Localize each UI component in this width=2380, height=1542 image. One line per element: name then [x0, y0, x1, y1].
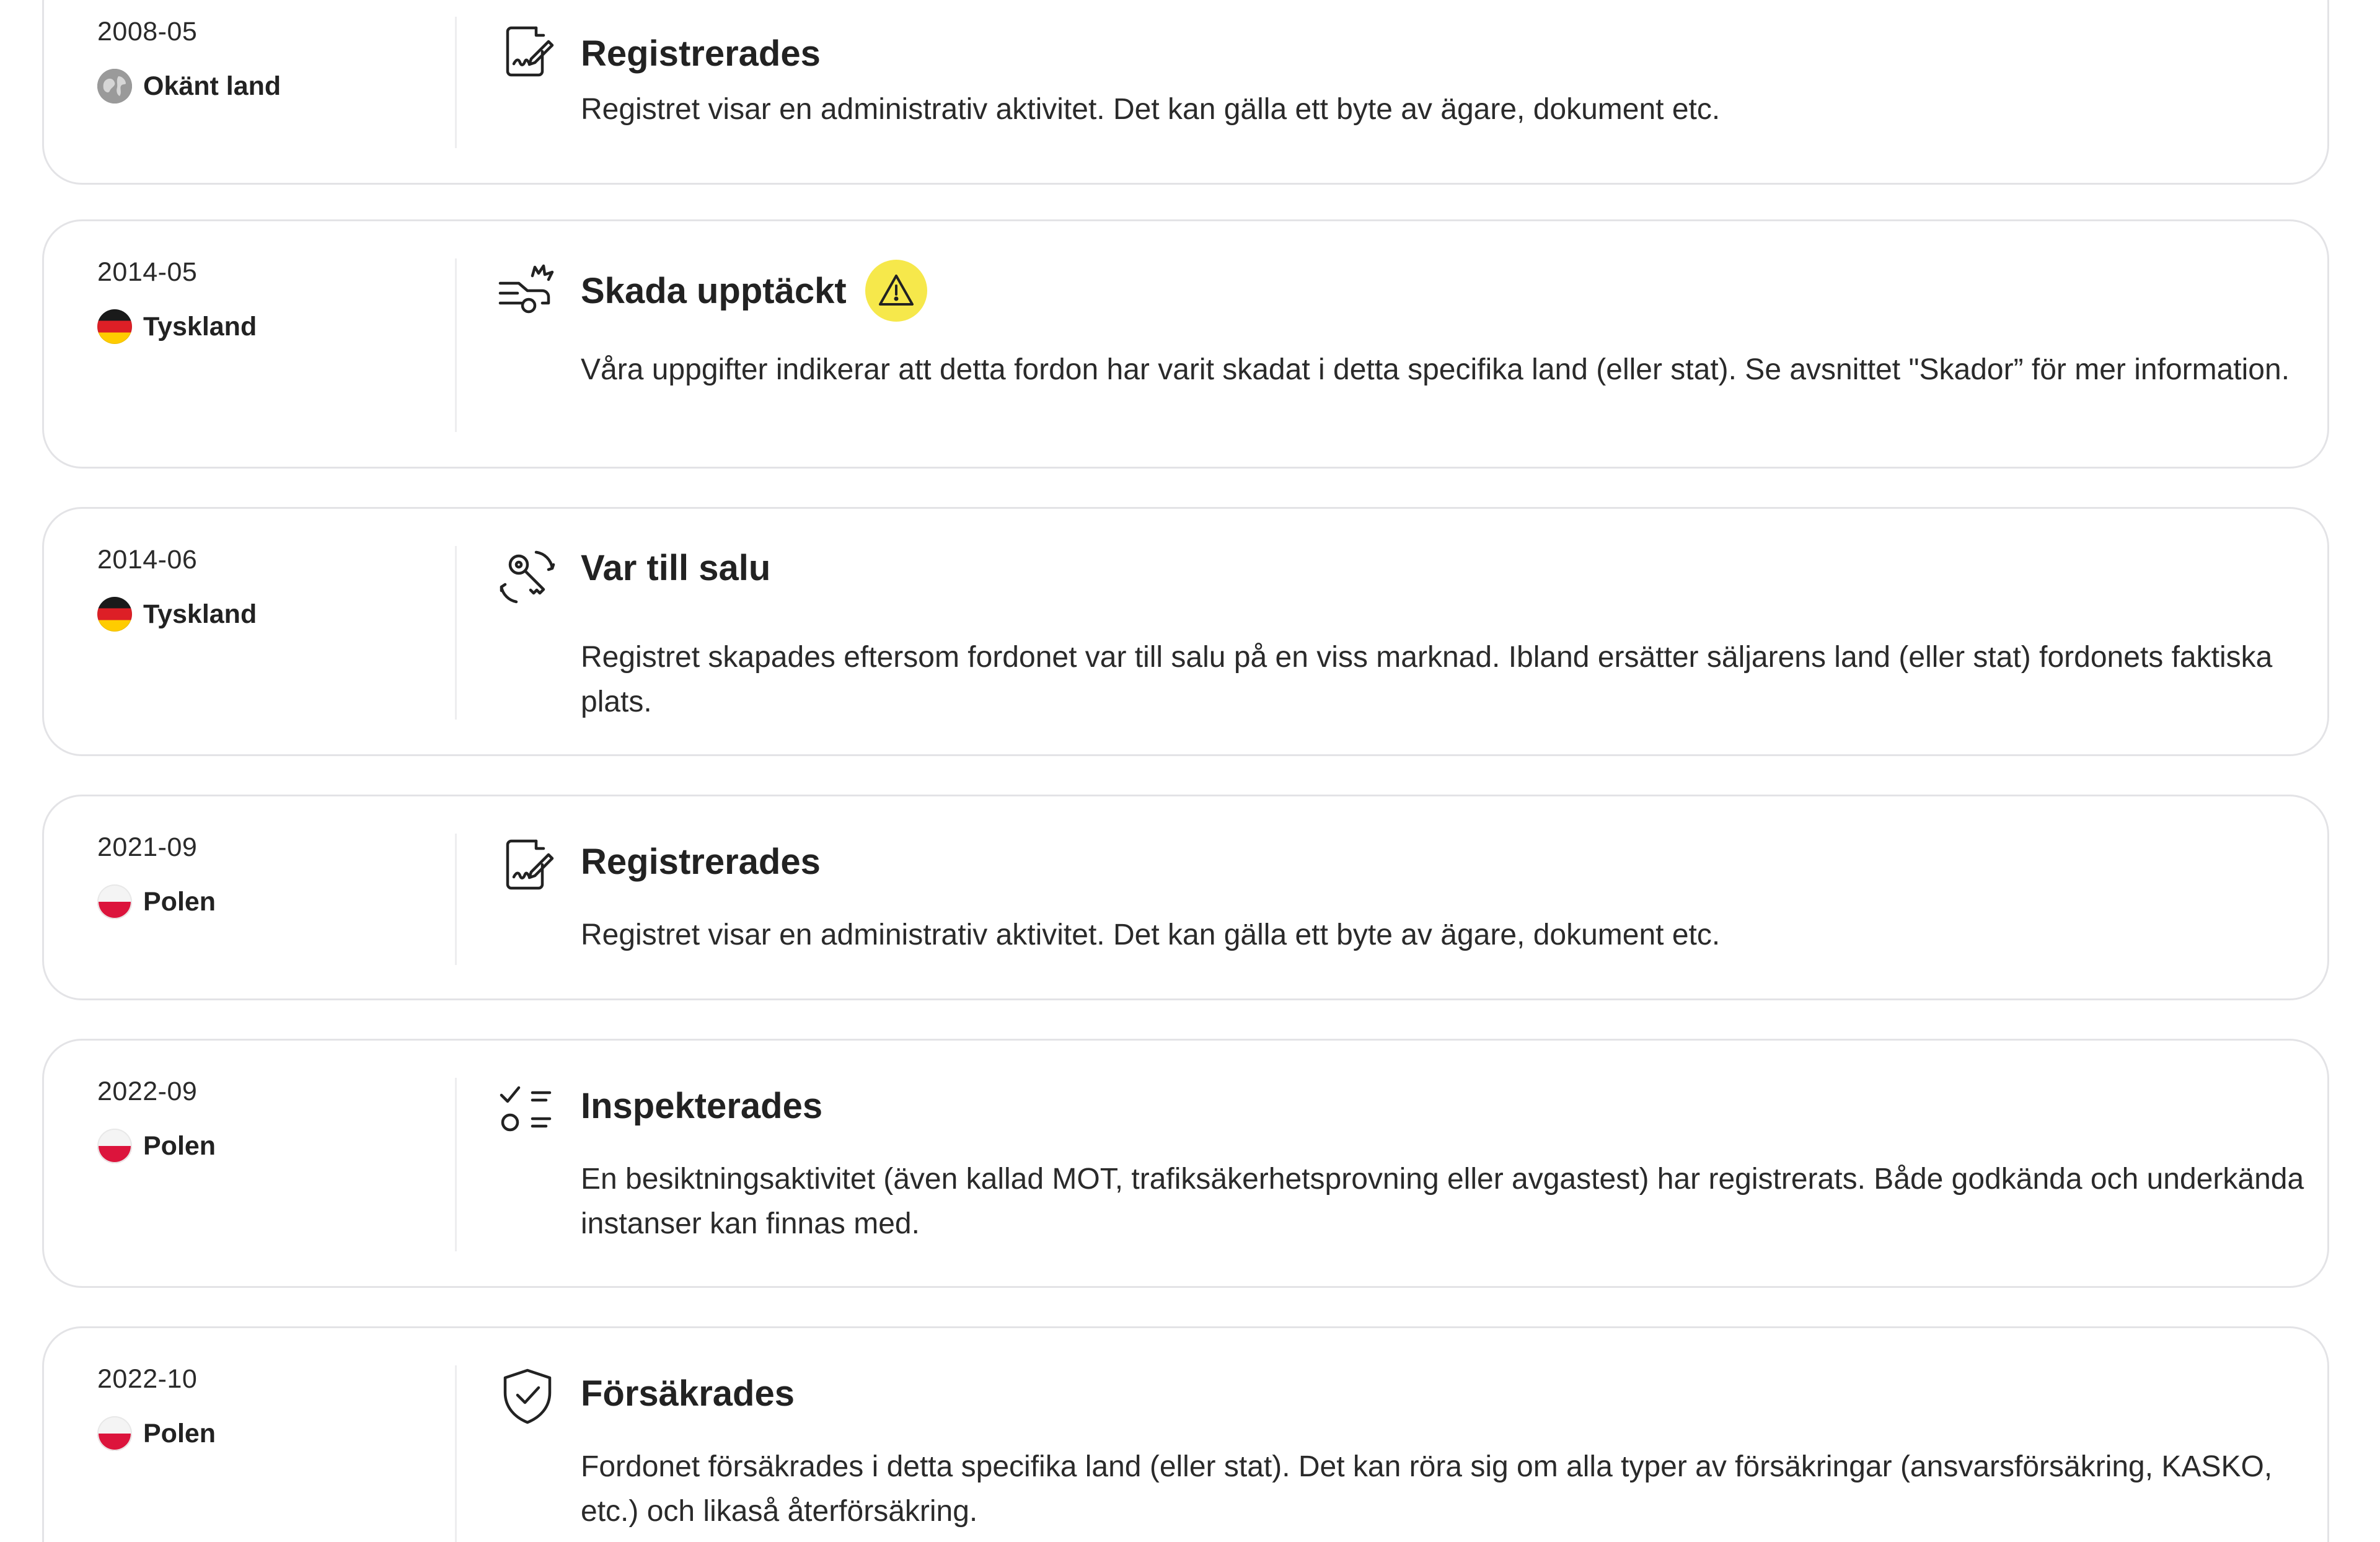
event-title: Registrerades: [581, 842, 821, 882]
card-divider: [455, 1078, 457, 1251]
poland-flag-icon: [97, 884, 132, 919]
country-name: Okänt land: [143, 71, 281, 101]
event-description: Registret skapades eftersom fordonet var till salu på en viss marknad. Ibland ersätter säljarens land (eller stat) fordonets faktiska plats.: [581, 641, 2273, 718]
card-divider: [455, 834, 457, 965]
card-divider: [455, 17, 457, 148]
event-date: 2014-06: [97, 545, 198, 575]
country-name: Polen: [143, 886, 216, 917]
card-divider: [455, 546, 457, 720]
warning-triangle-icon: [876, 271, 916, 311]
event-date: 2014-05: [97, 257, 198, 287]
event-country: [97, 884, 216, 919]
event-description: En besiktningsaktivitet (även kallad MOT, trafiksäkerhetsprovning eller avgastest) har registrerats. Både godkända och underkända instanser kan finnas med.: [581, 1163, 2304, 1240]
globe-flag-icon: [97, 69, 132, 104]
event-country: [97, 1416, 216, 1451]
event-title-row: [581, 260, 927, 322]
document-sign-icon: [498, 22, 557, 81]
card-divider: [455, 1365, 457, 1542]
country-name: Tyskland: [143, 599, 257, 629]
event-card: [42, 507, 2329, 756]
event-title-row: [581, 841, 821, 883]
card-divider: [455, 258, 457, 432]
event-title: Skada upptäckt: [581, 270, 847, 311]
germany-flag-icon: [97, 309, 132, 344]
event-country: [97, 309, 257, 344]
event-date: 2022-09: [97, 1077, 198, 1106]
event-country: [97, 69, 281, 104]
poland-flag-icon: [97, 1129, 132, 1163]
shield-check-icon: [498, 1367, 557, 1426]
warning-badge: [865, 260, 927, 322]
event-date: 2022-10: [97, 1364, 198, 1394]
event-description: Fordonet försäkrades i detta specifika land (eller stat). Det kan röra sig om alla typer av försäkringar (ansvarsförsäkring, KASKO, etc.) och likaså återförsäkring.: [581, 1450, 2273, 1528]
event-title: Registrerades: [581, 33, 821, 74]
event-date: 2021-09: [97, 832, 198, 862]
checklist-icon: [498, 1079, 557, 1139]
event-country: [97, 1129, 216, 1163]
event-title: Inspekterades: [581, 1086, 823, 1126]
country-name: Polen: [143, 1418, 216, 1448]
event-card: [42, 219, 2329, 469]
poland-flag-icon: [97, 1416, 132, 1451]
country-name: Polen: [143, 1130, 216, 1161]
event-title-row: [581, 33, 821, 74]
key-exchange-icon: [498, 547, 557, 607]
event-title: Försäkrades: [581, 1373, 795, 1414]
event-card: [42, 1039, 2329, 1288]
event-card: [42, 0, 2329, 185]
event-country: [97, 597, 257, 632]
event-description: Registret visar en administrativ aktivitet. Det kan gälla ett byte av ägare, dokument etc.: [581, 93, 1721, 126]
country-name: Tyskland: [143, 311, 257, 341]
event-title: Var till salu: [581, 548, 771, 588]
event-title-row: [581, 1373, 795, 1414]
document-sign-icon: [498, 835, 557, 894]
event-card: [42, 795, 2329, 1000]
event-description: Registret visar en administrativ aktivitet. Det kan gälla ett byte av ägare, dokument etc.: [581, 919, 1721, 951]
event-date: 2008-05: [97, 17, 198, 46]
event-card: [42, 1326, 2329, 1542]
car-crash-icon: [498, 260, 557, 319]
germany-flag-icon: [97, 597, 132, 632]
event-title-row: [581, 1085, 822, 1127]
event-title-row: [581, 547, 770, 589]
event-description: Våra uppgifter indikerar att detta fordon har varit skadat i detta specifika land (eller stat). Se avsnittet "Skador” för mer information.: [581, 353, 2290, 386]
